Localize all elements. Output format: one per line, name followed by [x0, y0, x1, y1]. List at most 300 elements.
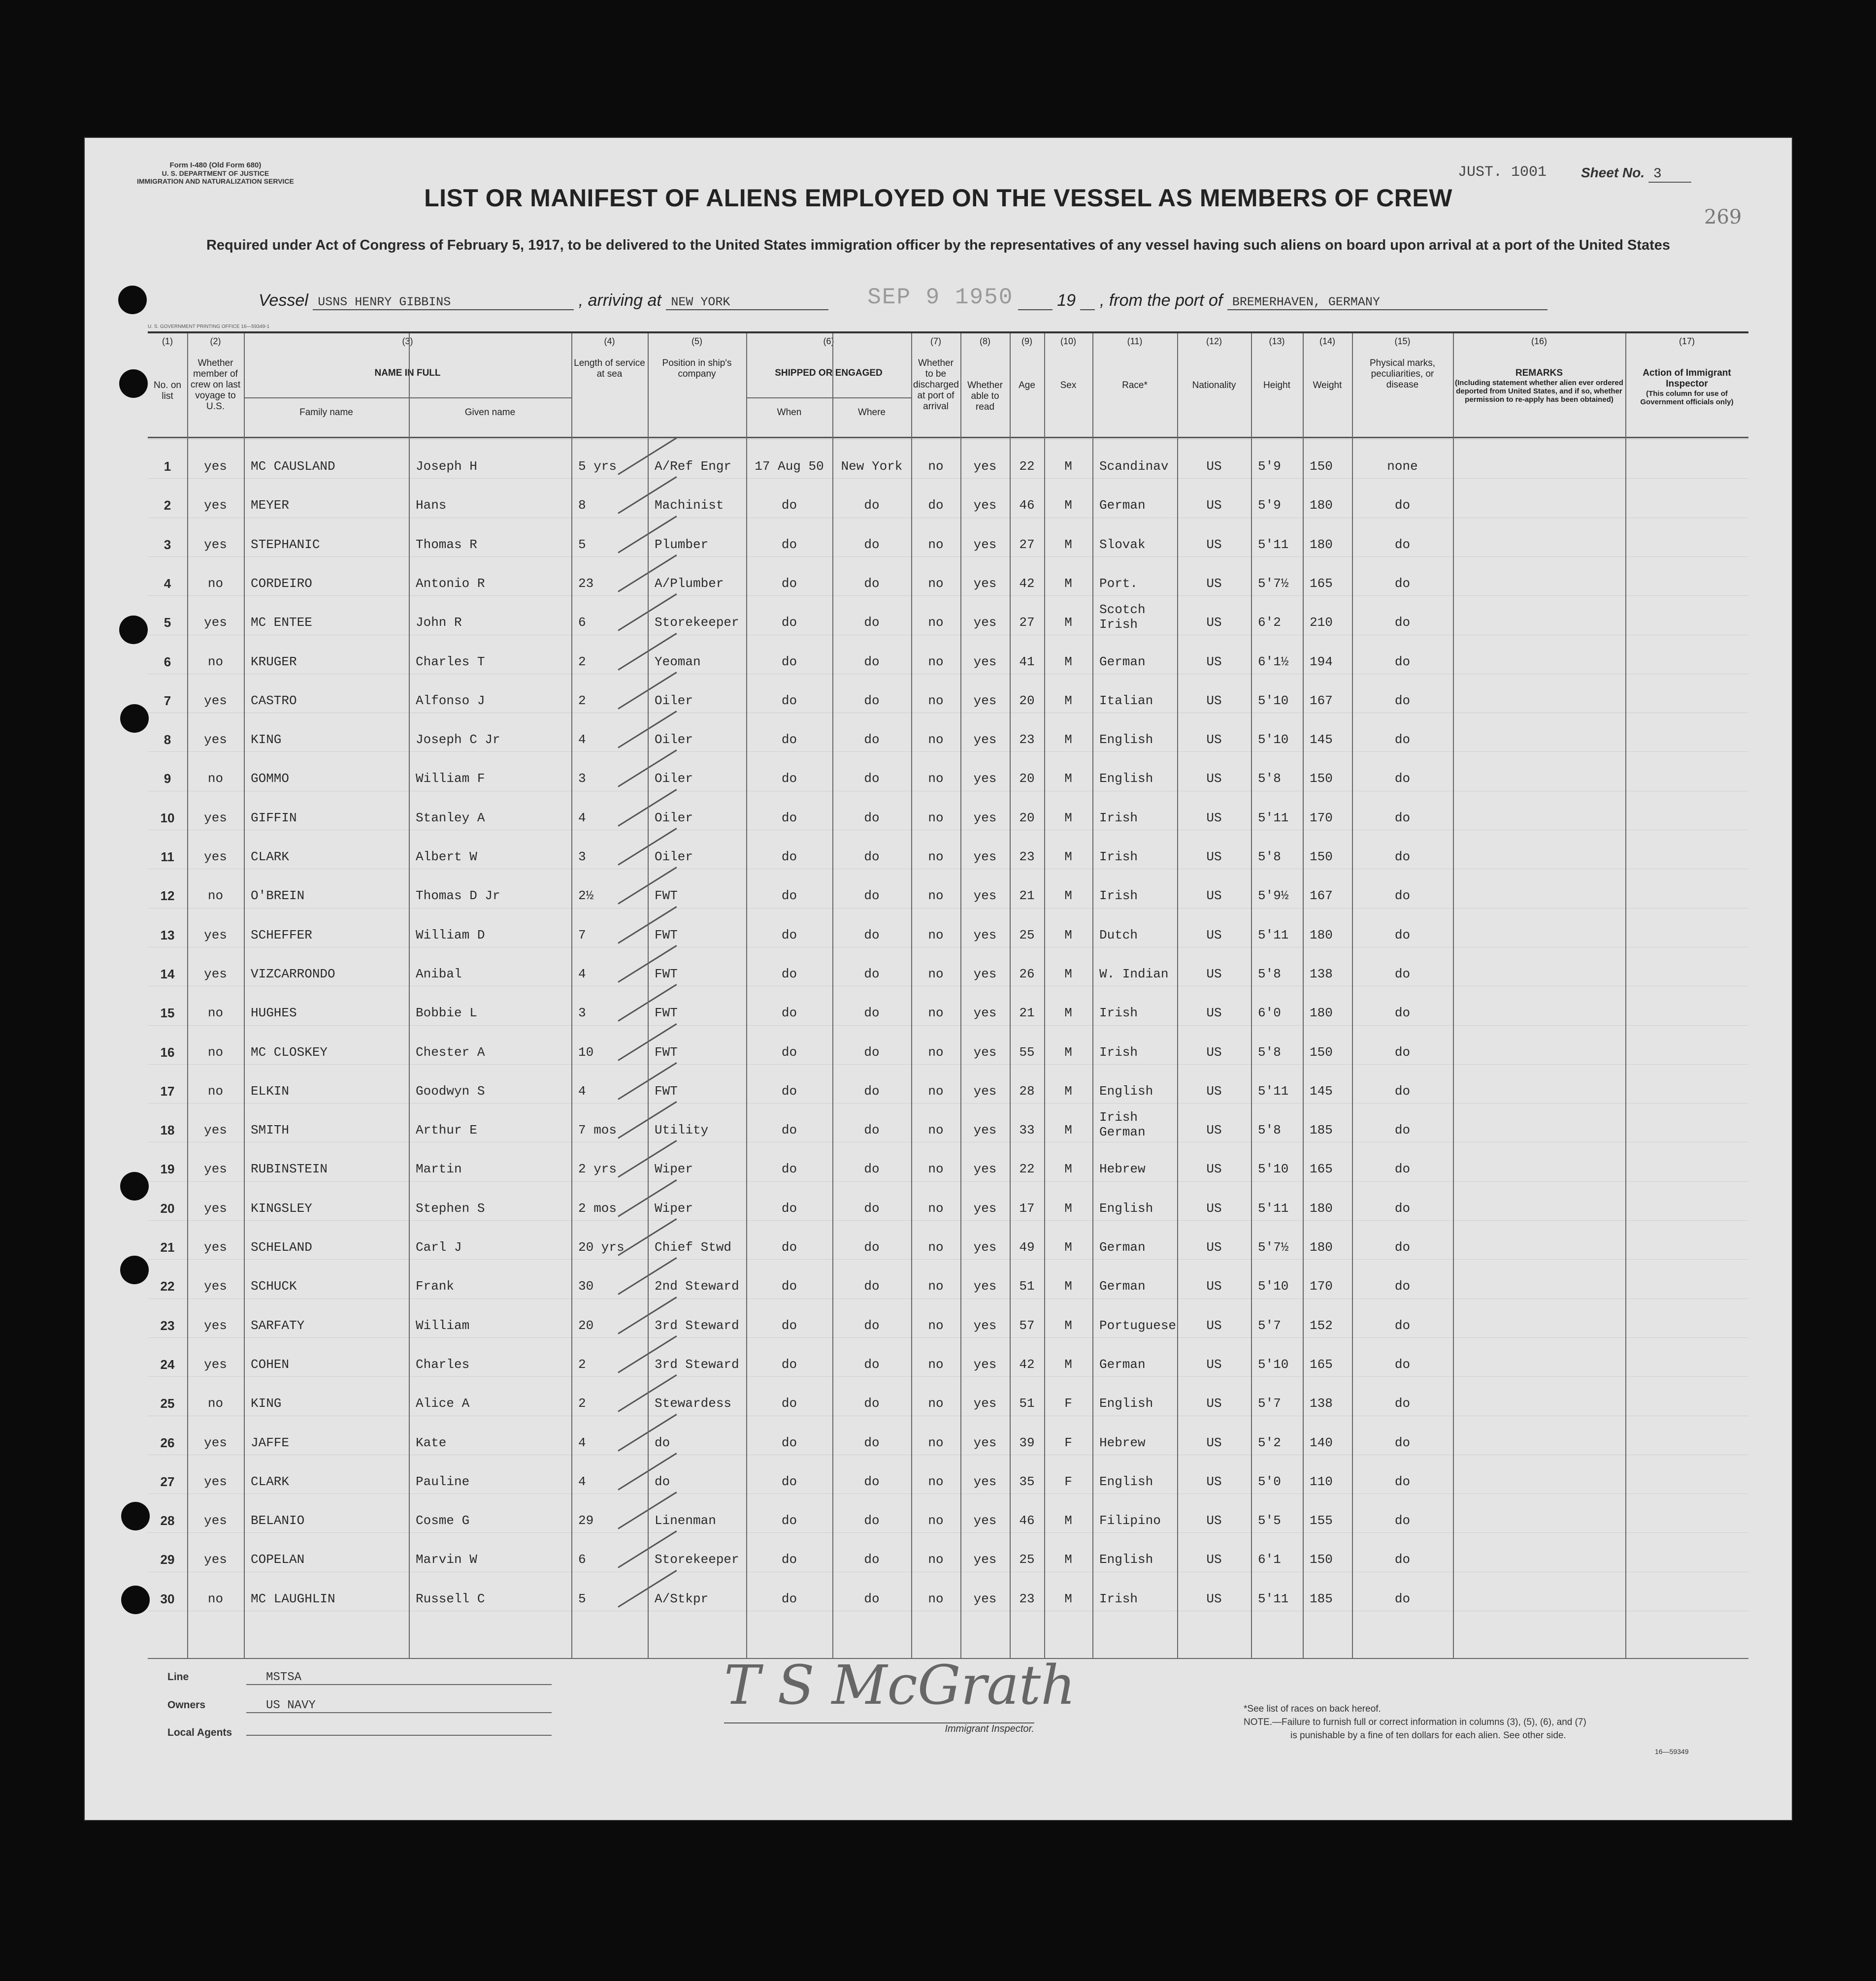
column-header: [573, 358, 646, 380]
document-title: LIST OR MANIFEST OF ALIENS EMPLOYED ON THE VESSEL AS MEMBERS OF CREW: [424, 184, 1452, 212]
family-name: CLARK: [251, 1474, 290, 1489]
position: Oiler: [655, 810, 693, 825]
column-rule: [1453, 333, 1454, 1658]
column-header-text: Action of Immigrant Inspector: [1643, 368, 1731, 389]
footer-owners-field: Owners US NAVY: [167, 1699, 552, 1713]
physical-marks: do: [1394, 654, 1411, 669]
able-to-read: yes: [973, 888, 997, 904]
crew-last-voyage: yes: [204, 1357, 227, 1372]
crew-last-voyage: no: [207, 1083, 224, 1099]
column-rule: [1251, 333, 1252, 1658]
height: 5'9½: [1258, 888, 1289, 904]
nationality: US: [1206, 1552, 1222, 1567]
length-of-service: 2: [578, 1357, 586, 1372]
shipped-when: do: [781, 1044, 797, 1060]
shipped-when: do: [781, 810, 797, 825]
race: English: [1099, 732, 1153, 747]
nationality: US: [1206, 1513, 1222, 1528]
row-rule: [148, 908, 1748, 909]
nationality: US: [1206, 849, 1222, 864]
discharged: no: [928, 1435, 944, 1450]
length-of-service: 3: [578, 849, 586, 864]
shipped-when: do: [781, 1591, 797, 1606]
given-name: Frank: [416, 1279, 455, 1294]
physical-marks: do: [1394, 966, 1411, 981]
shipped-when: do: [781, 1240, 797, 1255]
row-number: 26: [160, 1435, 175, 1450]
nationality: US: [1206, 1162, 1222, 1177]
row-rule: [148, 478, 1748, 479]
nationality: US: [1206, 1006, 1222, 1021]
age: 46: [1019, 1513, 1035, 1528]
sex: M: [1064, 459, 1072, 474]
shipped-where: do: [864, 1006, 880, 1021]
row-rule: [148, 1064, 1748, 1065]
footer-agents-field: Local Agents: [167, 1727, 552, 1739]
physical-marks: do: [1394, 1044, 1411, 1060]
weight: 167: [1310, 888, 1333, 904]
weight: 145: [1310, 1083, 1333, 1099]
row-number: 1: [164, 459, 171, 474]
age: 35: [1019, 1474, 1035, 1489]
column-header: [962, 380, 1008, 413]
shipped-when: do: [781, 732, 797, 747]
column-rule: [244, 333, 245, 1658]
weight: 150: [1310, 1552, 1333, 1567]
row-number: 13: [160, 927, 175, 942]
able-to-read: yes: [973, 732, 997, 747]
discharged: do: [928, 498, 944, 513]
row-rule: [148, 1532, 1748, 1533]
weight: 165: [1310, 576, 1333, 591]
nationality: US: [1206, 1357, 1222, 1372]
shipped-where: do: [864, 693, 880, 708]
column-number: (14): [1319, 336, 1335, 346]
position: FWT: [655, 966, 678, 981]
physical-marks: do: [1394, 1318, 1411, 1333]
given-name: Kate: [416, 1435, 447, 1450]
column-subheader: When: [777, 407, 802, 418]
shipped-where: do: [864, 537, 880, 552]
sex: M: [1064, 927, 1072, 942]
header-divider: [244, 397, 571, 398]
sex: F: [1064, 1474, 1072, 1489]
discharged: no: [928, 1201, 944, 1216]
sex: M: [1064, 810, 1072, 825]
age: 23: [1019, 849, 1035, 864]
height: 5'8: [1258, 849, 1281, 864]
length-of-service: 2 yrs: [578, 1162, 617, 1177]
weight: 152: [1310, 1318, 1333, 1333]
shipped-when: do: [781, 1279, 797, 1294]
given-name: Martin: [416, 1162, 462, 1177]
family-name: COPELAN: [251, 1552, 305, 1567]
height: 5'11: [1258, 1083, 1289, 1099]
shipped-where: do: [864, 1474, 880, 1489]
shipped-where: do: [864, 498, 880, 513]
weight: 140: [1310, 1435, 1333, 1450]
shipped-where: do: [864, 1513, 880, 1528]
length-of-service: 8: [578, 498, 586, 513]
column-header-text: Position in ship's company: [662, 358, 732, 379]
nationality: US: [1206, 1318, 1222, 1333]
race: Hebrew: [1099, 1435, 1146, 1450]
age: 20: [1019, 771, 1035, 786]
weight: 185: [1310, 1123, 1333, 1138]
discharged: no: [928, 1357, 944, 1372]
row-number: 9: [164, 771, 171, 786]
column-header: [1305, 380, 1350, 391]
column-rule: [1352, 333, 1353, 1658]
discharged: no: [928, 576, 944, 591]
column-rule: [1303, 333, 1304, 1658]
column-header-note: (This column for use of Government officials only): [1640, 390, 1734, 406]
position: Oiler: [655, 771, 693, 786]
row-number: 22: [160, 1279, 175, 1294]
family-name: O'BREIN: [251, 888, 305, 904]
crew-last-voyage: yes: [204, 1240, 227, 1255]
column-header: NAME IN FULL: [374, 368, 441, 378]
crew-last-voyage: no: [207, 1591, 224, 1606]
given-name: Carl J: [416, 1240, 462, 1255]
family-name: SARFATY: [251, 1318, 305, 1333]
shipped-when: do: [781, 615, 797, 630]
crew-last-voyage: no: [207, 654, 224, 669]
family-name: MEYER: [251, 498, 290, 513]
able-to-read: yes: [973, 927, 997, 942]
column-header-text: Physical marks, peculiarities, or disease: [1369, 358, 1436, 390]
able-to-read: yes: [973, 1474, 997, 1489]
race: German: [1099, 1240, 1146, 1255]
column-number: (17): [1679, 336, 1695, 346]
length-of-service: 4: [578, 966, 586, 981]
weight: 194: [1310, 654, 1333, 669]
age: 39: [1019, 1435, 1035, 1450]
able-to-read: yes: [973, 615, 997, 630]
nationality: US: [1206, 1044, 1222, 1060]
race: Irish German: [1099, 1110, 1146, 1140]
shipped-when: do: [781, 1006, 797, 1021]
crew-last-voyage: no: [207, 576, 224, 591]
height: 5'2: [1258, 1435, 1281, 1450]
height: 5'8: [1258, 966, 1281, 981]
row-number: 21: [160, 1240, 175, 1255]
given-name: William F: [416, 771, 485, 786]
position: Machinist: [655, 498, 724, 513]
height: 5'10: [1258, 732, 1289, 747]
crew-last-voyage: yes: [204, 1201, 227, 1216]
nationality: US: [1206, 1083, 1222, 1099]
column-number: (7): [930, 336, 941, 346]
given-name: Marvin W: [416, 1552, 477, 1567]
physical-marks: do: [1394, 1123, 1411, 1138]
family-name: GOMMO: [251, 771, 290, 786]
weight: 170: [1310, 1279, 1333, 1294]
discharged: no: [928, 459, 944, 474]
column-header: [1012, 380, 1042, 391]
shipped-when: do: [781, 888, 797, 904]
weight: 150: [1310, 849, 1333, 864]
row-number: 23: [160, 1318, 175, 1333]
sex: M: [1064, 1552, 1072, 1567]
physical-marks: do: [1394, 1006, 1411, 1021]
height: 5'8: [1258, 771, 1281, 786]
shipped-where: do: [864, 1240, 880, 1255]
physical-marks: do: [1394, 1162, 1411, 1177]
nationality: US: [1206, 1201, 1222, 1216]
column-number: (16): [1531, 336, 1547, 346]
height: 5'9: [1258, 498, 1281, 513]
race: Irish: [1099, 849, 1138, 864]
column-header-text: Height: [1263, 380, 1290, 390]
weight: 180: [1310, 927, 1333, 942]
nationality: US: [1206, 966, 1222, 981]
family-name: MC CLOSKEY: [251, 1044, 328, 1060]
crew-last-voyage: no: [207, 888, 224, 904]
length-of-service: 4: [578, 732, 586, 747]
position: 3rd Steward: [655, 1357, 739, 1372]
shipped-when: do: [781, 1357, 797, 1372]
weight: 170: [1310, 810, 1333, 825]
sex: M: [1064, 1279, 1072, 1294]
physical-marks: do: [1394, 1083, 1411, 1099]
given-name: Stanley A: [416, 810, 485, 825]
shipped-when: do: [781, 576, 797, 591]
column-header: [650, 358, 744, 380]
discharged: no: [928, 966, 944, 981]
physical-marks: do: [1394, 498, 1411, 513]
age: 49: [1019, 1240, 1035, 1255]
nationality: US: [1206, 615, 1222, 630]
row-number: 11: [161, 849, 174, 864]
length-of-service: 10: [578, 1044, 594, 1060]
physical-marks: do: [1394, 810, 1411, 825]
age: 23: [1019, 1591, 1035, 1606]
length-of-service: 4: [578, 1083, 586, 1099]
age: 21: [1019, 888, 1035, 904]
row-number: 14: [160, 966, 175, 981]
family-name: MC ENTEE: [251, 615, 312, 630]
sex: M: [1064, 888, 1072, 904]
physical-marks: do: [1394, 732, 1411, 747]
height: 5'7½: [1258, 576, 1289, 591]
family-name: GIFFIN: [251, 810, 297, 825]
column-header: [150, 380, 185, 402]
age: 42: [1019, 1357, 1035, 1372]
nationality: US: [1206, 1474, 1222, 1489]
penalty-note-cont: is punishable by a fine of ten dollars for each alien. See other side.: [1290, 1730, 1566, 1741]
family-name: JAFFE: [251, 1435, 290, 1450]
row-rule: [148, 1103, 1748, 1104]
age: 42: [1019, 576, 1035, 591]
discharged: no: [928, 849, 944, 864]
sex: M: [1064, 654, 1072, 669]
sex: F: [1064, 1396, 1072, 1411]
nationality: US: [1206, 1396, 1222, 1411]
shipped-where: do: [864, 771, 880, 786]
length-of-service: 4: [578, 810, 586, 825]
column-rule: [571, 333, 572, 1658]
row-number: 2: [164, 498, 171, 513]
column-rule: [1010, 333, 1011, 1658]
physical-marks: do: [1394, 888, 1411, 904]
height: 5'11: [1258, 810, 1289, 825]
weight: 185: [1310, 1591, 1333, 1606]
row-number: 10: [160, 810, 175, 825]
sex: M: [1064, 1123, 1072, 1138]
family-name: MC LAUGHLIN: [251, 1591, 335, 1606]
shipped-where: do: [864, 1591, 880, 1606]
nationality: US: [1206, 576, 1222, 591]
family-name: CLARK: [251, 849, 290, 864]
weight: 210: [1310, 615, 1333, 630]
able-to-read: yes: [973, 1396, 997, 1411]
race: Slovak: [1099, 537, 1146, 552]
given-name: Thomas R: [416, 537, 477, 552]
shipped-where: do: [864, 654, 880, 669]
given-name: Charles: [416, 1357, 470, 1372]
discharged: no: [928, 1591, 944, 1606]
row-number: 24: [160, 1357, 175, 1372]
height: 5'0: [1258, 1474, 1281, 1489]
position: Storekeeper: [655, 1552, 739, 1567]
crew-last-voyage: yes: [204, 810, 227, 825]
race: German: [1099, 654, 1146, 669]
column-header: [1354, 358, 1451, 390]
row-rule: [148, 1337, 1748, 1338]
race: English: [1099, 1474, 1153, 1489]
height: 5'10: [1258, 1357, 1289, 1372]
row-rule: [148, 439, 1748, 440]
family-name: RUBINSTEIN: [251, 1162, 328, 1177]
physical-marks: do: [1394, 1552, 1411, 1567]
column-rule: [1044, 333, 1045, 1658]
physical-marks: do: [1394, 771, 1411, 786]
column-rule: [409, 333, 410, 1658]
column-header: [1455, 368, 1623, 404]
shipped-where: do: [864, 966, 880, 981]
sex: M: [1064, 1513, 1072, 1528]
race: Irish: [1099, 1006, 1138, 1021]
height: 5'11: [1258, 1591, 1289, 1606]
crew-last-voyage: yes: [204, 693, 227, 708]
family-name: SCHELAND: [251, 1240, 312, 1255]
row-number: 17: [160, 1083, 175, 1099]
shipped-when: do: [781, 1318, 797, 1333]
nationality: US: [1206, 1123, 1222, 1138]
race: German: [1099, 1357, 1146, 1372]
race: Irish: [1099, 1591, 1138, 1606]
column-header: [189, 358, 242, 412]
given-name: Thomas D Jr: [416, 888, 500, 904]
shipped-when: do: [781, 1396, 797, 1411]
physical-marks: do: [1394, 537, 1411, 552]
position: do: [655, 1435, 670, 1450]
position: Stewardess: [655, 1396, 732, 1411]
able-to-read: yes: [973, 654, 997, 669]
weight: 165: [1310, 1162, 1333, 1177]
physical-marks: do: [1394, 927, 1411, 942]
discharged: no: [928, 1162, 944, 1177]
length-of-service: 6: [578, 615, 586, 630]
nationality: US: [1206, 654, 1222, 669]
shipped-where: do: [864, 1201, 880, 1216]
physical-marks: do: [1394, 615, 1411, 630]
given-name: Arthur E: [416, 1123, 477, 1138]
able-to-read: yes: [973, 1006, 997, 1021]
race: W. Indian: [1099, 966, 1169, 981]
height: 5'7: [1258, 1396, 1281, 1411]
able-to-read: yes: [973, 771, 997, 786]
physical-marks: do: [1394, 693, 1411, 708]
row-number: 30: [160, 1591, 175, 1606]
sex: M: [1064, 1357, 1072, 1372]
position: A/Plumber: [655, 576, 724, 591]
race: Portuguese: [1099, 1318, 1177, 1333]
age: 41: [1019, 654, 1035, 669]
sex: M: [1064, 1201, 1072, 1216]
physical-marks: do: [1394, 1474, 1411, 1489]
given-name: Charles T: [416, 654, 485, 669]
crew-last-voyage: yes: [204, 498, 227, 513]
physical-marks: do: [1394, 1201, 1411, 1216]
race: English: [1099, 1552, 1153, 1567]
height: 6'0: [1258, 1006, 1281, 1021]
able-to-read: yes: [973, 1357, 997, 1372]
given-name: John R: [416, 615, 462, 630]
given-name: Albert W: [416, 849, 477, 864]
able-to-read: yes: [973, 1083, 997, 1099]
weight: 180: [1310, 1201, 1333, 1216]
race-note: *See list of races on back hereof.: [1244, 1704, 1381, 1714]
column-rule: [960, 333, 961, 1658]
row-rule: [148, 595, 1748, 596]
given-name: Russell C: [416, 1591, 485, 1606]
row-rule: [148, 751, 1748, 752]
able-to-read: yes: [973, 810, 997, 825]
given-name: William: [416, 1318, 470, 1333]
footer-line-field: Line MSTSA: [167, 1671, 552, 1685]
able-to-read: yes: [973, 498, 997, 513]
age: 17: [1019, 1201, 1035, 1216]
nationality: US: [1206, 927, 1222, 942]
length-of-service: 7 mos: [578, 1123, 617, 1138]
arriving-port: NEW YORK: [666, 295, 828, 310]
column-header-text: Whether member of crew on last voyage to U.S.: [190, 358, 241, 412]
shipped-where: do: [864, 1357, 880, 1372]
race: Irish: [1099, 810, 1138, 825]
column-header: [913, 358, 958, 412]
family-name: KINGSLEY: [251, 1201, 312, 1216]
nationality: US: [1206, 1591, 1222, 1606]
race: Dutch: [1099, 927, 1138, 942]
age: 22: [1019, 459, 1035, 474]
given-name: Joseph H: [416, 459, 477, 474]
position: FWT: [655, 888, 678, 904]
sex: M: [1064, 1083, 1072, 1099]
length-of-service: 2: [578, 693, 586, 708]
sex: M: [1064, 966, 1072, 981]
length-of-service: 20 yrs: [578, 1240, 625, 1255]
punch-hole: [119, 369, 148, 398]
height: 5'9: [1258, 459, 1281, 474]
sex: M: [1064, 849, 1072, 864]
age: 22: [1019, 1162, 1035, 1177]
column-number: (13): [1269, 336, 1285, 346]
age: 57: [1019, 1318, 1035, 1333]
discharged: no: [928, 1279, 944, 1294]
crew-last-voyage: no: [207, 1044, 224, 1060]
